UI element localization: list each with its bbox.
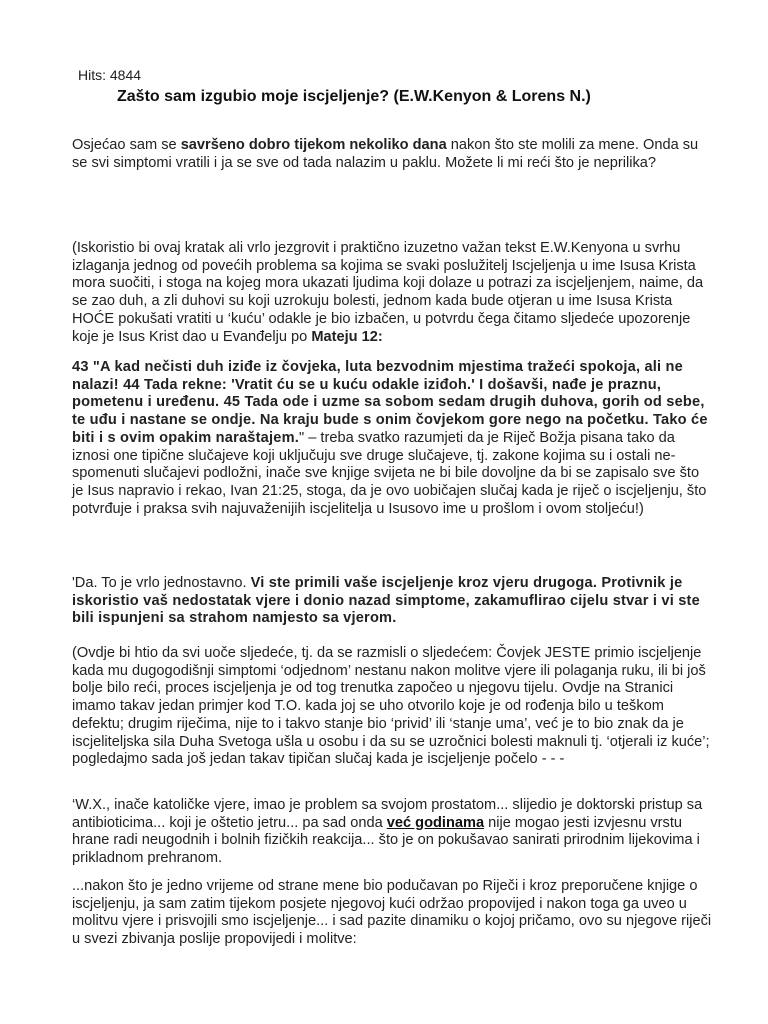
p3-text-rest: " – treba svatko razumjeti da je Riječ Božja pisana tako da iznosi one tipične slučajeve koji uključuju sve druge slučajeve, tj. zakone kojima su i ostali ne-spomenuti slučajevi podložni, inače sve knjige svijeta ne bi bile dovoljne da bi se zapisalo sve što je Isus napravio i rekao, Ivan 21:25, stoga, da je ovo uobičajen slučaj kada je riječ o iscjeljenju, što potvrđuje i praksa svih najuvaženijih iscjelitelja u Isusovo ime u prošlom i ovom stoljeću!) [72, 429, 707, 517]
paragraph-scripture [72, 359, 712, 518]
p1-text-c: nakon što ste molili za mene. Onda su se svi simptomi vratili i ja se sve od tada nalazim u paklu. Možete li mi reći što je neprilika? [72, 137, 699, 171]
p1-text-a: Osjećao sam se [72, 137, 181, 153]
p7-text: ...nakon što je jedno vrijeme od strane mene bio podučavan po Riječi i kroz preporučene knjige o iscjeljenju, ja sam zatim tijekom posjete njegovoj kući održao propovijed i nakon toga ga uveo u molitvu vjere i prisvojili smo iscjeljenje... i sad pazite dinamiku o kojoj pričamo, ovo su njegove riječi u svezi zbivanja poslije propovijedi i molitve: [72, 878, 712, 948]
p1-text-bold: savršeno dobro tijekom nekoliko dana [180, 137, 447, 153]
paragraph-question [72, 137, 712, 172]
paragraph-commentary [72, 645, 712, 769]
p4-text-a: 'Da. To je vrlo jednostavno. [72, 575, 251, 591]
article-title: Zašto sam izgubio moje iscjeljenje? (E.W.Kenyon & Lorens N.) [117, 88, 591, 105]
godinama-link[interactable]: već godinama [386, 814, 485, 831]
p5-text: (Ovdje bi htio da svi uoče sljedeće, tj. da se razmisli o sljedećem: Čovjek JESTE primio iscjeljenje kada mu dugogodišnji simptomi ‘odjednom’ nestanu nakon molitve vjere ili polaganja ruku, ili bi još bolje bilo reći, proces iscjeljenja je od tog trenutka započeo u njegovu tijelu. Ovdje na Stranici imamo takav jedan primjer kod T.O. kada joj se uho otvorilo koje je od rođenja bilo u teškom defektu; drugim riječima, nije to i takvo stanje bio ‘privid’ ili ‘stanje uma’, već je to bio znak da je iscjeliteljska sila Duha Svetoga ušla u osobu i da su se uzročnici bolesti maknuli tj. ‘otjerali iz kuće’; pogledajmo sada još jedan takav tipičan slučaj kada je iscjeljenje počelo - - - [72, 645, 710, 768]
paragraph-case [72, 797, 712, 868]
hits-counter: Hits: 4844 [78, 67, 142, 83]
p2-text-a: (Iskoristio bi ovaj kratak ali vrlo jezgrovit i praktično izuzetno važan tekst E.W.Kenyona u svrhu izlaganja jednog od povećih problema sa kojima se svaki poslužitelj Iscjeljenja u ime Isusa Krista mora suočiti, i stoga na kojeg mora ukazati ljudima koji dolaze u potrazi za iscjeljenjem, naime, da se zao duh, a zli duhovi su koji uzrokuju bolesti, jednom kada bude otjeran u ime Isusa Krista HOĆE pokušati vratiti u ‘kuću’ odakle je bio izbačen, u potvrdu čega čitamo sljedeće upozorenje koje je Isus Krist dao u Evanđelju po [72, 240, 704, 345]
paragraph-introduction [72, 240, 712, 346]
paragraph-followup [72, 878, 712, 949]
p2-text-bold: Mateju 12: [311, 328, 383, 345]
scripture-quote: 43 "A kad nečisti duh iziđe iz čovjeka, luta bezvodnim mjestima tražeći spokoja, ali ne nalazi! 44 Tada rekne: 'Vratit ću se u kuću odakle iziđoh.' I došavši, nađe je praznu, pometenu i uređenu. 45 Tada ode i uzme sa sobom sedam drugih duhova, gorih od sebe, te uđu i nastane se ondje. Na kraju bude s onim čovjekom gore nego na početku. Tako će biti i s ovim opakim naraštajem. [72, 359, 708, 446]
p6-text-a: ‘W.X., inače katoličke vjere, imao je problem sa svojom prostatom... slijedio je doktorski pristup sa antibioticima... koji je oštetio jetru... pa sad onda [72, 797, 703, 831]
paragraph-answer [72, 575, 712, 628]
p4-text-bold: Vi ste primili vaše iscjeljenje kroz vjeru drugoga. Protivnik je iskoristio vaš nedostatak vjere i donio nazad simptome, zakamuflirao cijelu stvar i vi ste bili ispunjeni sa strahom namjesto sa vjerom. [72, 575, 700, 627]
p6-text-b: nije mogao jesti izvjesnu vrstu hrane radi neugodnih i bolnih fizičkih reakcija... što je on pokušavao sanirati prirodnim lijekovima i prikladnom prehranom. [72, 814, 700, 867]
